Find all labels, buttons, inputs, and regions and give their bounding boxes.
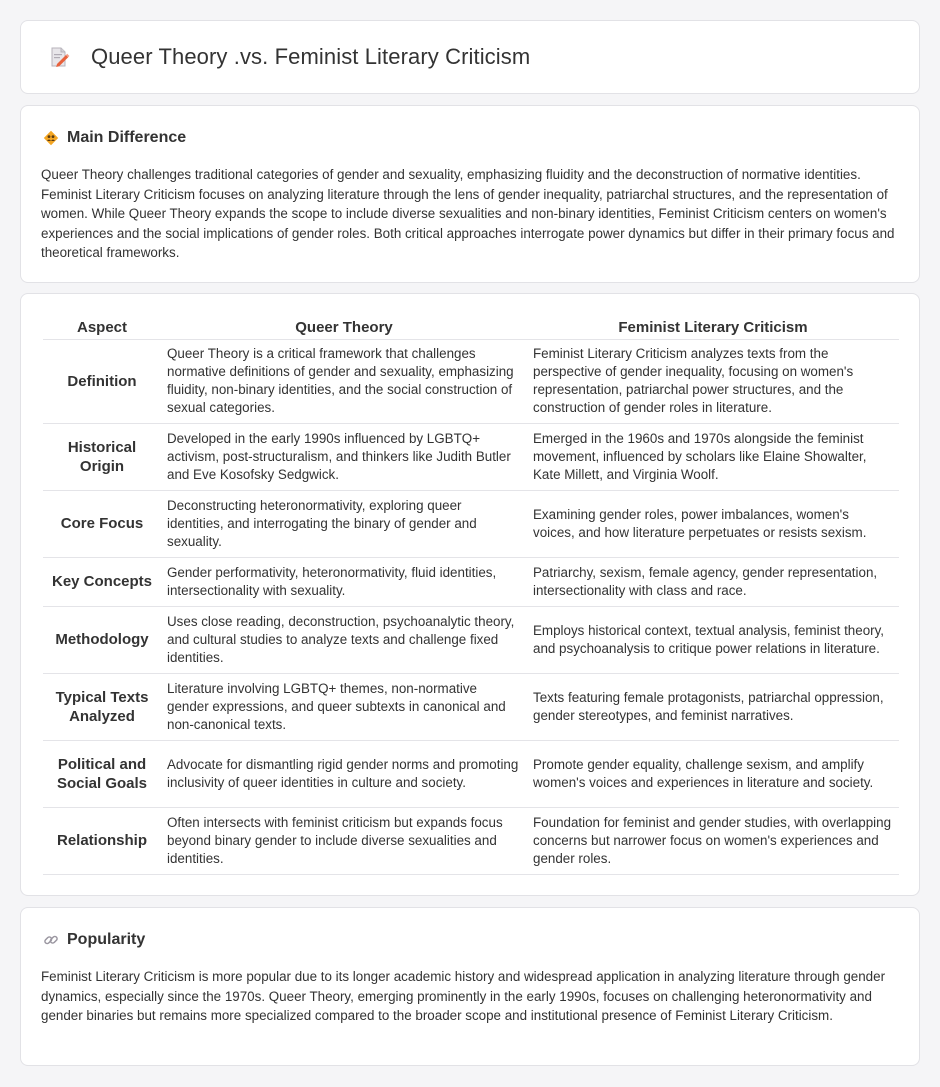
row-feminist: Promote gender equality, challenge sexism, and amplify women's voices and experiences in literature and society. [527,740,899,807]
row-queer: Often intersects with feminist criticism but expands focus beyond binary gender to include diverse sexualities and identities. [161,807,527,874]
title-card [20,20,920,94]
row-aspect: Core Focus [43,490,161,557]
row-aspect: Typical Texts Analyzed [43,673,161,740]
row-queer: Uses close reading, deconstruction, psychoanalytic theory, and cultural studies to analyze texts and challenge fixed identities. [161,606,527,673]
table-row [43,490,899,557]
main-difference-card [20,105,920,283]
row-queer: Deconstructing heteronormativity, exploring queer identities, and interrogating the binary of gender and sexuality. [161,490,527,557]
row-aspect: Methodology [43,606,161,673]
comparison-table [43,314,899,875]
table-row [43,557,899,606]
document-pencil-icon [47,45,71,69]
row-aspect: Relationship [43,807,161,874]
table-row [43,740,899,807]
row-queer: Advocate for dismantling rigid gender norms and promoting inclusivity of queer identities in culture and society. [161,740,527,807]
header-aspect: Aspect [43,314,161,339]
row-feminist: Emerged in the 1960s and 1970s alongside the feminist movement, influenced by scholars like Elaine Showalter, Kate Millett, and Virginia Woolf. [527,423,899,490]
table-header-row [43,314,899,339]
row-aspect: Key Concepts [43,557,161,606]
popularity-text: Feminist Literary Criticism is more popular due to its longer academic history and widespread application in analyzing literature through gender dynamics, especially since the 1970s. Queer Theory, emerging prominently in the early 1990s, focuses on challenging heteronormativity and gender binaries but remains more specialized compared to the broader scope and institutional presence of Feminist Literary Criticism. [41,969,886,1023]
table-row [43,807,899,874]
page-title: Queer Theory .vs. Feminist Literary Criticism [91,44,531,69]
popularity-heading: Popularity [67,931,146,948]
row-feminist: Employs historical context, textual analysis, feminist theory, and psychoanalysis to critique power relations in literature. [527,606,899,673]
main-difference-heading: Main Difference [67,129,187,146]
popularity-card [20,907,920,1066]
row-queer: Literature involving LGBTQ+ themes, non-normative gender expressions, and queer subtexts in canonical and non-canonical texts. [161,673,527,740]
row-aspect: Definition [43,339,161,423]
table-row [43,339,899,423]
table-row [43,423,899,490]
row-aspect: Historical Origin [43,423,161,490]
row-feminist: Patriarchy, sexism, female agency, gender representation, intersectionality with class and race. [527,557,899,606]
header-feminist-criticism: Feminist Literary Criticism [527,314,899,339]
main-difference-text: Queer Theory challenges traditional categories of gender and sexuality, emphasizing fluidity and the deconstruction of normative identities. Feminist Literary Criticism focuses on analyzing literature through the lens of gender inequality, patriarchal structures, and the representation of women. While Queer Theory expands the scope to include diverse sexualities and non-binary identities, Feminist Criticism centers on women's experiences and the social implications of gender roles. Both critical approaches interrogate power dynamics but differ in their primary focus and theoretical frameworks. [41,167,895,260]
link-icon [43,932,59,948]
header-queer-theory: Queer Theory [161,314,527,339]
comparison-table-card [20,293,920,896]
table-row [43,673,899,740]
row-feminist: Foundation for feminist and gender studies, with overlapping concerns but narrower focus on women's experiences and gender roles. [527,807,899,874]
row-feminist: Examining gender roles, power imbalances, women's voices, and how literature perpetuates or resists sexism. [527,490,899,557]
row-queer: Developed in the early 1990s influenced by LGBTQ+ activism, post-structuralism, and thinkers like Judith Butler and Eve Kosofsky Sedgwick. [161,423,527,490]
row-feminist: Texts featuring female protagonists, patriarchal oppression, gender stereotypes, and feminist narratives. [527,673,899,740]
diamond-people-icon [43,130,59,146]
table-row [43,606,899,673]
row-feminist: Feminist Literary Criticism analyzes texts from the perspective of gender inequality, focusing on women's representation, patriarchal power structures, and the construction of gender roles in literature. [527,339,899,423]
row-aspect: Political and Social Goals [43,740,161,807]
row-queer: Gender performativity, heteronormativity, fluid identities, intersectionality with sexuality. [161,557,527,606]
row-queer: Queer Theory is a critical framework that challenges normative definitions of gender and sexuality, emphasizing fluidity, non-binary identities, and the social construction of sexual categories. [161,339,527,423]
